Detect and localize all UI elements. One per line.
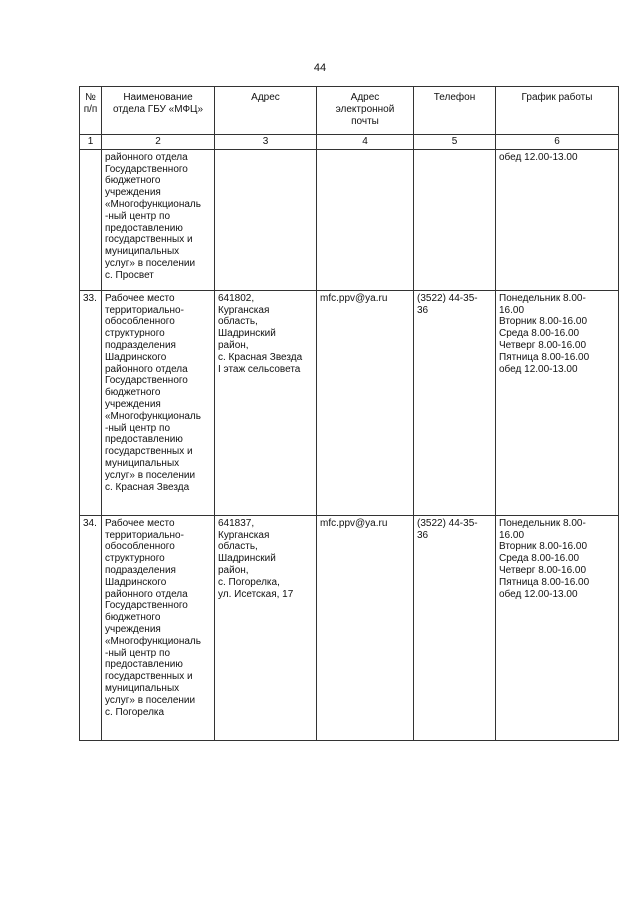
column-index: 4	[317, 135, 414, 150]
phone: (3522) 44-35- 36	[414, 515, 496, 740]
phone: (3522) 44-35- 36	[414, 290, 496, 515]
header-phone: Телефон	[414, 87, 496, 135]
page-number: 44	[313, 62, 327, 74]
table-row	[80, 515, 619, 740]
department-name: Рабочее место территориально- обособленного структурного подразделения Шадринского районного отдела Государственного бюджетного учреждения «Многофункциональ -ный центр по предоставлению государственных и муниципальных услуг» в поселении с. Погорелка	[102, 515, 215, 740]
schedule: Понедельник 8.00- 16.00 Вторник 8.00-16.00 Среда 8.00-16.00 Четверг 8.00-16.00 Пятница 8.00-16.00 обед 12.00-13.00	[496, 515, 619, 740]
header-email: Адрес электронной почты	[317, 87, 414, 135]
email: mfc.ppv@ya.ru	[317, 290, 414, 515]
table-row	[80, 290, 619, 515]
department-name: Рабочее место территориально- обособленного структурного подразделения Шадринского районного отдела Государственного бюджетного учреждения «Многофункциональ -ный центр по предоставлению государственных и муниципальных услуг» в поселении с. Красная Звезда	[102, 290, 215, 515]
mfc-table	[79, 86, 619, 741]
phone	[414, 149, 496, 290]
table-row	[80, 149, 619, 290]
header-number: № п/п	[80, 87, 102, 135]
schedule: Понедельник 8.00- 16.00 Вторник 8.00-16.00 Среда 8.00-16.00 Четверг 8.00-16.00 Пятница 8.00-16.00 обед 12.00-13.00	[496, 290, 619, 515]
department-name: районного отдела Государственного бюджетного учреждения «Многофункциональ -ный центр по предоставлению государственных и муниципальных услуг» в поселении с. Просвет	[102, 149, 215, 290]
address	[215, 149, 317, 290]
row-number: 34.	[80, 515, 102, 740]
email	[317, 149, 414, 290]
column-index: 5	[414, 135, 496, 150]
header-schedule: График работы	[496, 87, 619, 135]
column-index: 3	[215, 135, 317, 150]
column-index: 1	[80, 135, 102, 150]
address: 641802, Курганская область, Шадринский район, с. Красная Звезда I этаж сельсовета	[215, 290, 317, 515]
column-index: 2	[102, 135, 215, 150]
email: mfc.ppv@ya.ru	[317, 515, 414, 740]
row-number: 33.	[80, 290, 102, 515]
address: 641837, Курганская область, Шадринский район, с. Погорелка, ул. Исетская, 17	[215, 515, 317, 740]
column-index: 6	[496, 135, 619, 150]
header-department-name: Наименование отдела ГБУ «МФЦ»	[102, 87, 215, 135]
row-number	[80, 149, 102, 290]
column-index-row	[80, 135, 619, 150]
table-header-row	[80, 87, 619, 135]
header-address: Адрес	[215, 87, 317, 135]
schedule: обед 12.00-13.00	[496, 149, 619, 290]
